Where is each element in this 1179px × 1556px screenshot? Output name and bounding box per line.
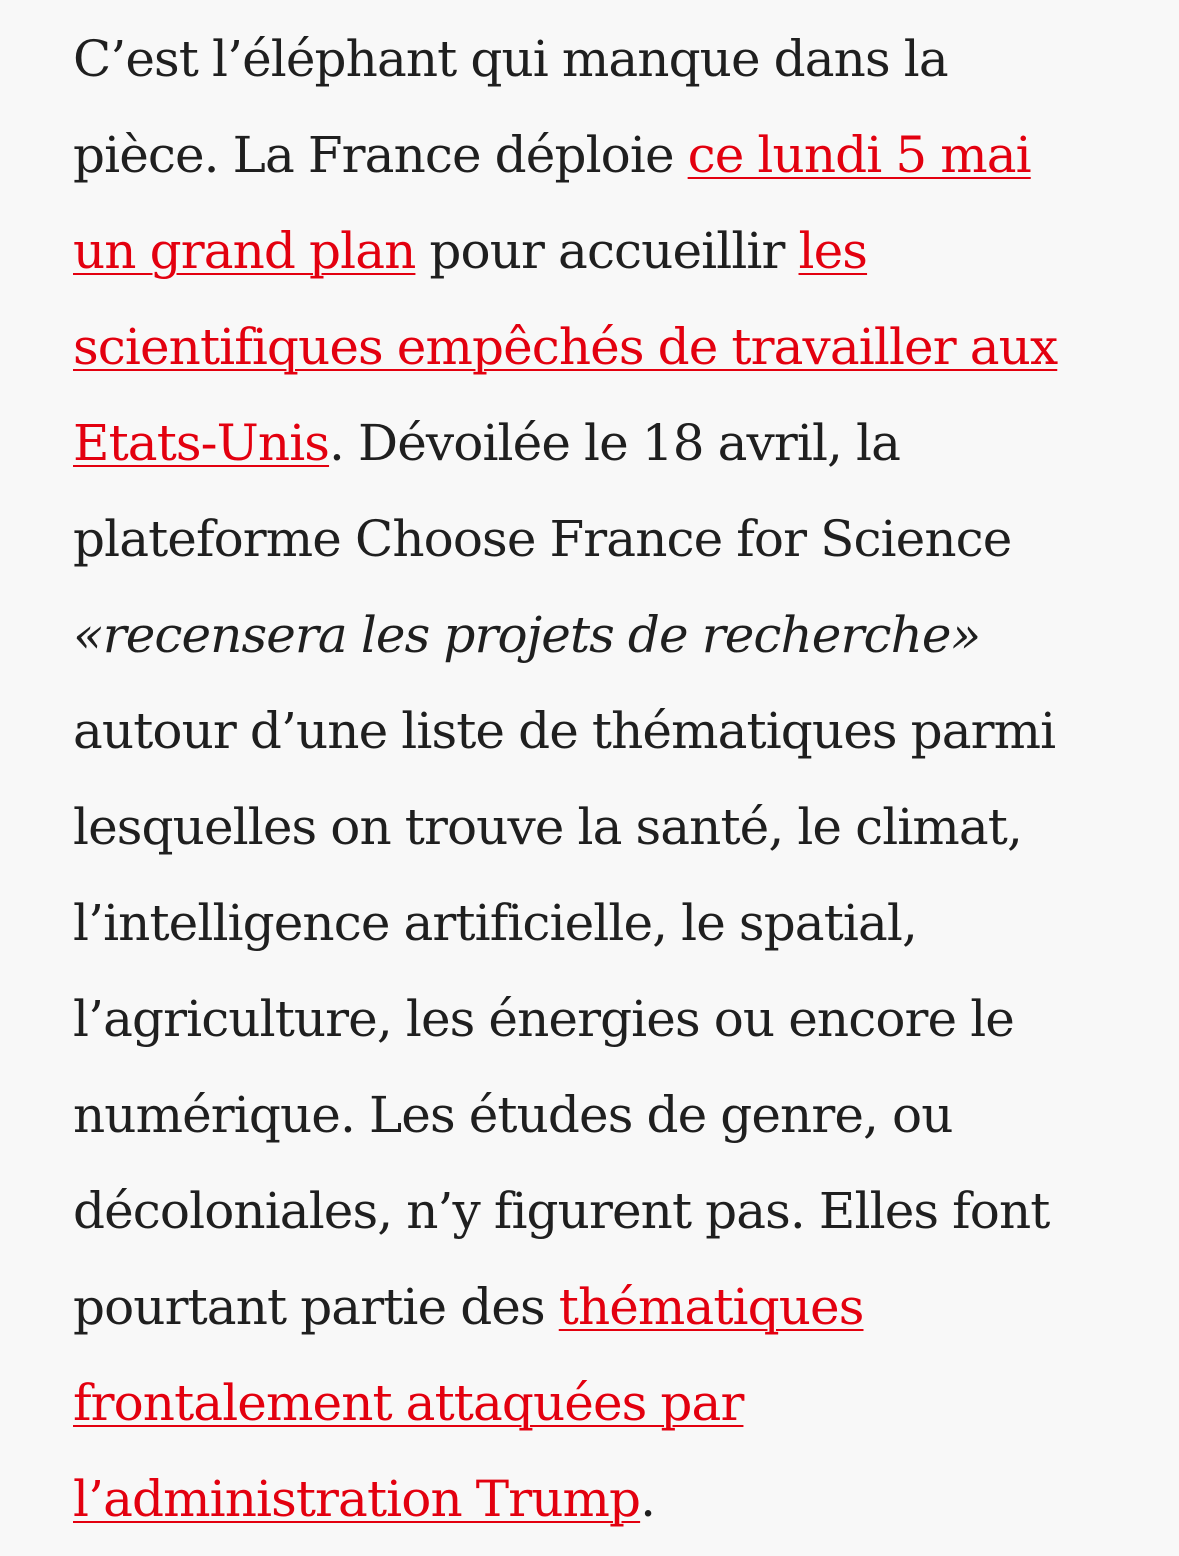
link-thematiques-trump[interactable]: thématiques frontalement attaquées par l’administration Trump xyxy=(73,1278,864,1528)
quote-recensera: «recensera les projets de recherche» xyxy=(73,606,981,664)
link-scientifiques-etats-unis[interactable]: les scientifiques empêchés de travailler aux Etats-Unis xyxy=(73,222,1058,472)
link-plan-5-mai[interactable]: ce lundi 5 mai un grand plan xyxy=(73,126,1031,280)
paragraph-text: . xyxy=(640,1470,656,1528)
article-paragraph xyxy=(73,11,1103,1547)
article-body xyxy=(73,0,1103,1547)
paragraph-text: C’est l’éléphant qui manque dans la pièce. La France déploie xyxy=(73,30,948,184)
paragraph-text: autour d’une liste de thématiques parmi lesquelles on trouve la santé, le climat, l’intelligence artificielle, le spatial, l’agriculture, les énergies ou encore le numérique. Les études de genre, ou décoloniales, n’y figurent pas. Elles font pourtant partie des xyxy=(73,702,1056,1336)
paragraph-text: pour accueillir xyxy=(415,222,799,280)
paragraph-text: . Dévoilée le 18 avril, la plateforme Choose France for Science xyxy=(73,414,1012,568)
